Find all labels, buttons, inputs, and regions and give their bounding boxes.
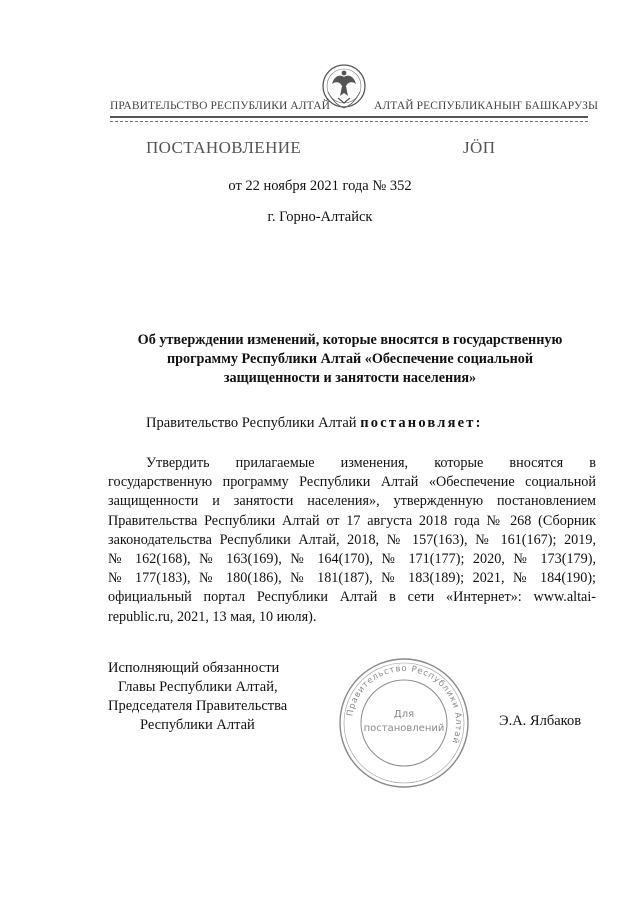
document-city: г. Горно-Алтайск: [267, 209, 373, 225]
body-line: государственную программу Республики Алтай «Обеспечение социальной: [108, 474, 596, 491]
body-line: Утвердить прилагаемые изменения, которые вносятся в: [146, 455, 596, 471]
official-stamp: [336, 655, 472, 791]
stamp-ring-text: Правительство Республики Алтай: [345, 663, 464, 746]
government-name-altai: АЛТАЙ РЕСПУБЛИКАНЫҤ БАШКАРУЗЫ: [374, 100, 599, 112]
header-divider: [110, 116, 588, 118]
body-line: republic.ru, 2021, 13 мая, 10 июля).: [108, 608, 317, 625]
signer-position-line: Исполняющий обязанности: [108, 660, 280, 676]
document-type-russian: ПОСТАНОВЛЕНИЕ: [146, 138, 302, 157]
body-line: законодательства Республики Алтай, 2018, № 157(163), № 161(167); 2019,: [108, 531, 596, 548]
signer-position-line: Главы Республики Алтай,: [118, 679, 278, 695]
document-body: [108, 454, 596, 627]
title-line: защищенности и занятости населения»: [223, 370, 477, 386]
title-line: Об утверждении изменений, которые вносятся в государственную: [137, 332, 563, 348]
signer-position-line: Республики Алтай: [140, 717, 255, 733]
signer-name: Э.А. Ялбаков: [499, 713, 582, 729]
signer-position: [108, 659, 287, 735]
body-line: № 177(183), № 180(186), № 181(187), № 183(189); 2021, № 184(190);: [108, 570, 596, 587]
body-line: Правительства Республики Алтай от 17 августа 2018 года № 268 (Сборник: [108, 512, 596, 529]
body-line: официальный портал Республики Алтай в сети «Интернет»: www.altai-: [108, 589, 596, 606]
decree-intro: [146, 415, 483, 432]
decree-verb: постановляет:: [360, 415, 483, 431]
government-name-russian: ПРАВИТЕЛЬСТВО РЕСПУБЛИКИ АЛТАЙ: [110, 100, 331, 112]
header-divider-thin: [110, 121, 588, 122]
body-line: защищенности и занятости населения», утвержденную постановлением: [108, 493, 596, 510]
document-title: [110, 331, 590, 388]
stamp-center-line: постановлений: [363, 723, 445, 734]
signer-position-line: Председателя Правительства: [108, 698, 288, 714]
stamp-center-line: Для: [393, 709, 415, 720]
document-date-number: от 22 ноября 2021 года № 352: [228, 178, 412, 194]
decree-subject: Правительство Республики Алтай: [146, 415, 357, 431]
title-line: программу Республики Алтай «Обеспечение социальной: [166, 351, 534, 367]
body-line: № 162(168), № 163(169), № 164(170), № 171(177); 2020, № 173(179),: [108, 550, 596, 567]
document-type-altai: ЈӦП: [463, 138, 496, 157]
